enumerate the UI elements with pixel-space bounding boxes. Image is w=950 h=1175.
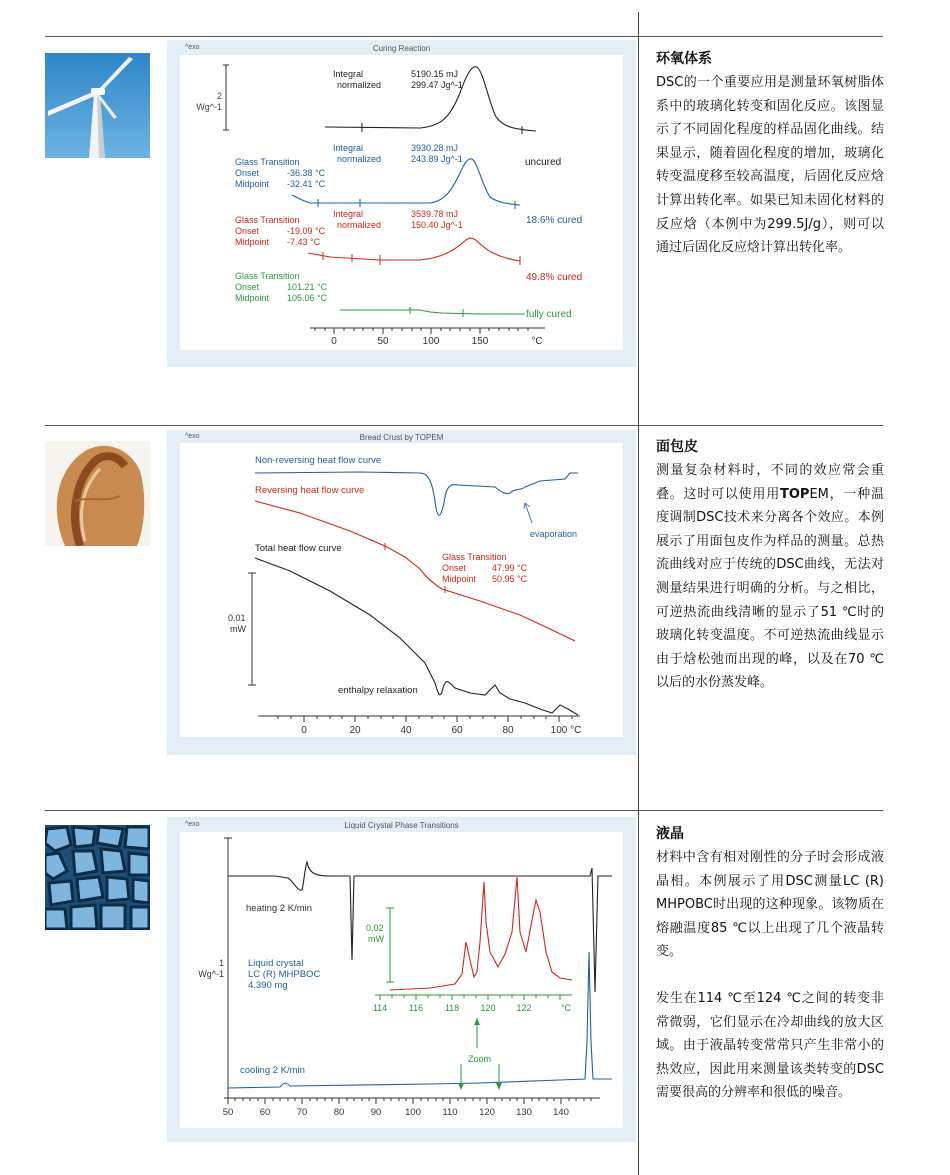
svg-text:Onset: Onset <box>235 282 260 292</box>
svg-text:mW: mW <box>368 934 384 944</box>
x-axis-ticks-bread <box>278 716 572 722</box>
chart-title: Curing Reaction <box>372 44 431 53</box>
x-axis-ticks-lc <box>228 1098 591 1104</box>
svg-text:evaporation: evaporation <box>530 529 578 539</box>
svg-text:299.47 Jg^-1: 299.47 Jg^-1 <box>411 80 463 90</box>
svg-text:Midpoint: Midpoint <box>235 179 270 189</box>
x-axis-ticks-curing <box>315 328 528 334</box>
scale-value: 2 <box>216 91 222 101</box>
svg-text:3930.28 mJ: 3930.28 mJ <box>411 143 459 153</box>
svg-text:-36.38 °C: -36.38 °C <box>287 168 326 178</box>
column-divider <box>638 12 639 1175</box>
svg-text:-7.43 °C: -7.43 °C <box>287 237 321 247</box>
x-tick-label: 100 °C <box>550 725 582 736</box>
bread-crust-photo <box>45 441 150 546</box>
svg-text:Integral: Integral <box>333 143 364 153</box>
svg-text:heating 2 K/min: heating 2 K/min <box>246 903 313 914</box>
x-tick-label: 130 <box>516 1107 532 1118</box>
svg-text:105.06 °C: 105.06 °C <box>287 293 328 303</box>
x-tick-label: 60 <box>259 1107 271 1118</box>
svg-text:47.99 °C: 47.99 °C <box>492 563 528 573</box>
svg-text:normalized: normalized <box>337 220 382 230</box>
curve-inset-zoom <box>390 877 572 990</box>
chart-exo-label: ^exo <box>185 821 200 828</box>
x-tick-label: 70 <box>296 1107 308 1118</box>
section-title: 环氧体系 <box>656 51 712 67</box>
inset-tick-label: 118 <box>444 1003 460 1013</box>
section-body: DSC的一个重要应用是测量环氧树脂体系中的玻璃化转变和固化反应。该图显示了不同固化程度的样品固化曲线。结果显示，随着固化程度的增加，玻璃化转变温度移至较高温度，后固化反应焓计算出转化率。如果已知未固化材料的反应焓（本例中为299.5J/g），则可以通过后固化反应焓计算出转化率。 <box>656 75 884 256</box>
paragraph-gap <box>656 964 884 987</box>
chart-title: Liquid Crystal Phase Transitions <box>344 821 459 830</box>
inset-tick-label: 116 <box>408 1003 424 1013</box>
svg-text:fully cured: fully cured <box>526 309 572 320</box>
svg-text:1: 1 <box>218 958 224 968</box>
chart-title: Bread Crust by TOPEM <box>359 433 444 442</box>
x-tick-label: 150 <box>471 336 489 347</box>
svg-text:0.02: 0.02 <box>366 923 384 933</box>
svg-text:Total heat flow curve: Total heat flow curve <box>255 543 342 554</box>
liquid-crystal-photo <box>45 825 150 930</box>
svg-text:Onset: Onset <box>235 226 260 236</box>
svg-text:3539.78 mJ: 3539.78 mJ <box>411 209 459 219</box>
inset-tick-label: 114 <box>372 1003 388 1013</box>
svg-text:49.8% cured: 49.8% cured <box>526 272 583 283</box>
section-body: 测量复杂材料时，不同的效应常会重叠。这时可以使用用TOPEM，一种温度调制DSC技术来分离各个效应。本例展示了用面包皮作为样品的测量。总热流曲线对应于传统的DSC曲线，无法对测量结果进行明确的分析。与之相比，可逆热流曲线清晰的显示了51 ℃时的玻璃化转变温度。不可逆热流曲线显示由于焓松弛而出现的峰，以及在70 ℃以后的水份蒸发峰。 <box>656 463 884 691</box>
x-tick-label: 0 <box>331 336 337 347</box>
svg-text:Midpoint: Midpoint <box>442 574 477 584</box>
curve-18-cured-blue <box>292 159 520 205</box>
svg-text:Zoom: Zoom <box>468 1054 492 1064</box>
inset-tick-label: 120 <box>480 1003 496 1013</box>
chart-liquid-crystal <box>180 832 623 1128</box>
wind-turbine-photo <box>45 53 150 158</box>
svg-text:Glass Transition: Glass Transition <box>235 157 300 167</box>
svg-text:Wg^-1: Wg^-1 <box>198 969 224 979</box>
section-title: 面包皮 <box>656 439 698 455</box>
svg-text:Reversing heat flow curve: Reversing heat flow curve <box>255 485 365 496</box>
x-tick-label: 120 <box>479 1107 495 1118</box>
curve-49-cured-red <box>308 238 520 261</box>
svg-text:Onset: Onset <box>235 168 260 178</box>
svg-text:50.95 °C: 50.95 °C <box>492 574 528 584</box>
svg-text:enthalpy relaxation: enthalpy relaxation <box>338 685 418 696</box>
curve-fully-cured-green <box>340 310 525 314</box>
chart-curing-reaction <box>180 55 623 350</box>
x-tick-label: 20 <box>349 725 361 736</box>
svg-text:Glass Transition: Glass Transition <box>235 215 300 225</box>
svg-text:150.40 Jg^-1: 150.40 Jg^-1 <box>411 220 463 230</box>
svg-text:4.390 mg: 4.390 mg <box>248 980 288 991</box>
scale-unit: Wg^-1 <box>196 102 222 112</box>
x-tick-label: 140 <box>553 1107 569 1118</box>
svg-text:Glass Transition: Glass Transition <box>442 552 507 562</box>
section-rule-1 <box>45 36 883 37</box>
x-tick-label: 80 <box>333 1107 345 1118</box>
chart-exo-label: ^exo <box>185 44 200 51</box>
svg-text:Glass Transition: Glass Transition <box>235 271 300 281</box>
svg-text:normalized: normalized <box>337 80 382 90</box>
x-tick-label: °C <box>531 336 543 347</box>
x-tick-label: 50 <box>377 336 389 347</box>
x-tick-label: 50 <box>222 1107 234 1118</box>
section-text-bread <box>656 436 884 695</box>
svg-text:uncured: uncured <box>525 157 562 168</box>
svg-text:Liquid crystal: Liquid crystal <box>248 958 304 969</box>
x-tick-label: 100 <box>405 1107 421 1118</box>
chart-exo-label: ^exo <box>185 433 200 440</box>
svg-text:mW: mW <box>230 624 246 634</box>
x-tick-label: 100 <box>422 336 440 347</box>
svg-text:Midpoint: Midpoint <box>235 237 270 247</box>
x-tick-label: 110 <box>442 1107 458 1118</box>
svg-text:-32.41 °C: -32.41 °C <box>287 179 326 189</box>
svg-text:cooling 2 K/min: cooling 2 K/min <box>240 1065 305 1076</box>
section-title: 液晶 <box>656 826 684 842</box>
svg-text:Non-reversing heat flow curve: Non-reversing heat flow curve <box>255 455 382 466</box>
x-tick-label: 60 <box>451 725 463 736</box>
inset-ticks <box>380 995 560 1000</box>
inset-tick-label: 122 <box>516 1003 532 1013</box>
svg-text:normalized: normalized <box>337 154 382 164</box>
svg-text:0.01: 0.01 <box>228 613 246 623</box>
svg-text:101.21 °C: 101.21 °C <box>287 282 328 292</box>
svg-text:Integral: Integral <box>333 69 364 79</box>
section-rule-3 <box>45 810 883 811</box>
svg-text:Onset: Onset <box>442 563 467 573</box>
svg-text:Integral: Integral <box>333 209 364 219</box>
section-body: 材料中含有相对刚性的分子时会形成液晶相。本例展示了用DSC测量LC (R) MHPOBC时出现的这种现象。该物质在熔融温度85 ℃以上出现了几个液晶转变。 <box>656 850 884 960</box>
section-rule-2 <box>45 425 883 426</box>
svg-text:LC (R) MHPBOC: LC (R) MHPBOC <box>248 969 321 980</box>
svg-text:5190.15 mJ: 5190.15 mJ <box>411 69 459 79</box>
svg-text:18.6% cured: 18.6% cured <box>526 215 583 226</box>
x-tick-label: 90 <box>370 1107 382 1118</box>
section-body: 发生在114 ℃至124 ℃之间的转变非常微弱，它们显示在冷却曲线的放大区域。由于液晶转变常常只产生非常小的热效应，因此用来测量该类转变的DSC需要很高的分辨率和很低的噪音。 <box>656 990 884 1101</box>
inset-tick-label: °C <box>560 1003 572 1013</box>
svg-text:243.89 Jg^-1: 243.89 Jg^-1 <box>411 154 463 164</box>
section-text-lc <box>656 823 884 1105</box>
section-text-epoxy <box>656 48 884 260</box>
chart-bread-crust <box>180 443 623 737</box>
x-tick-label: 80 <box>502 725 514 736</box>
svg-text:-19.09 °C: -19.09 °C <box>287 226 326 236</box>
x-tick-label: 40 <box>400 725 412 736</box>
x-tick-label: 0 <box>301 725 307 736</box>
svg-text:Midpoint: Midpoint <box>235 293 270 303</box>
